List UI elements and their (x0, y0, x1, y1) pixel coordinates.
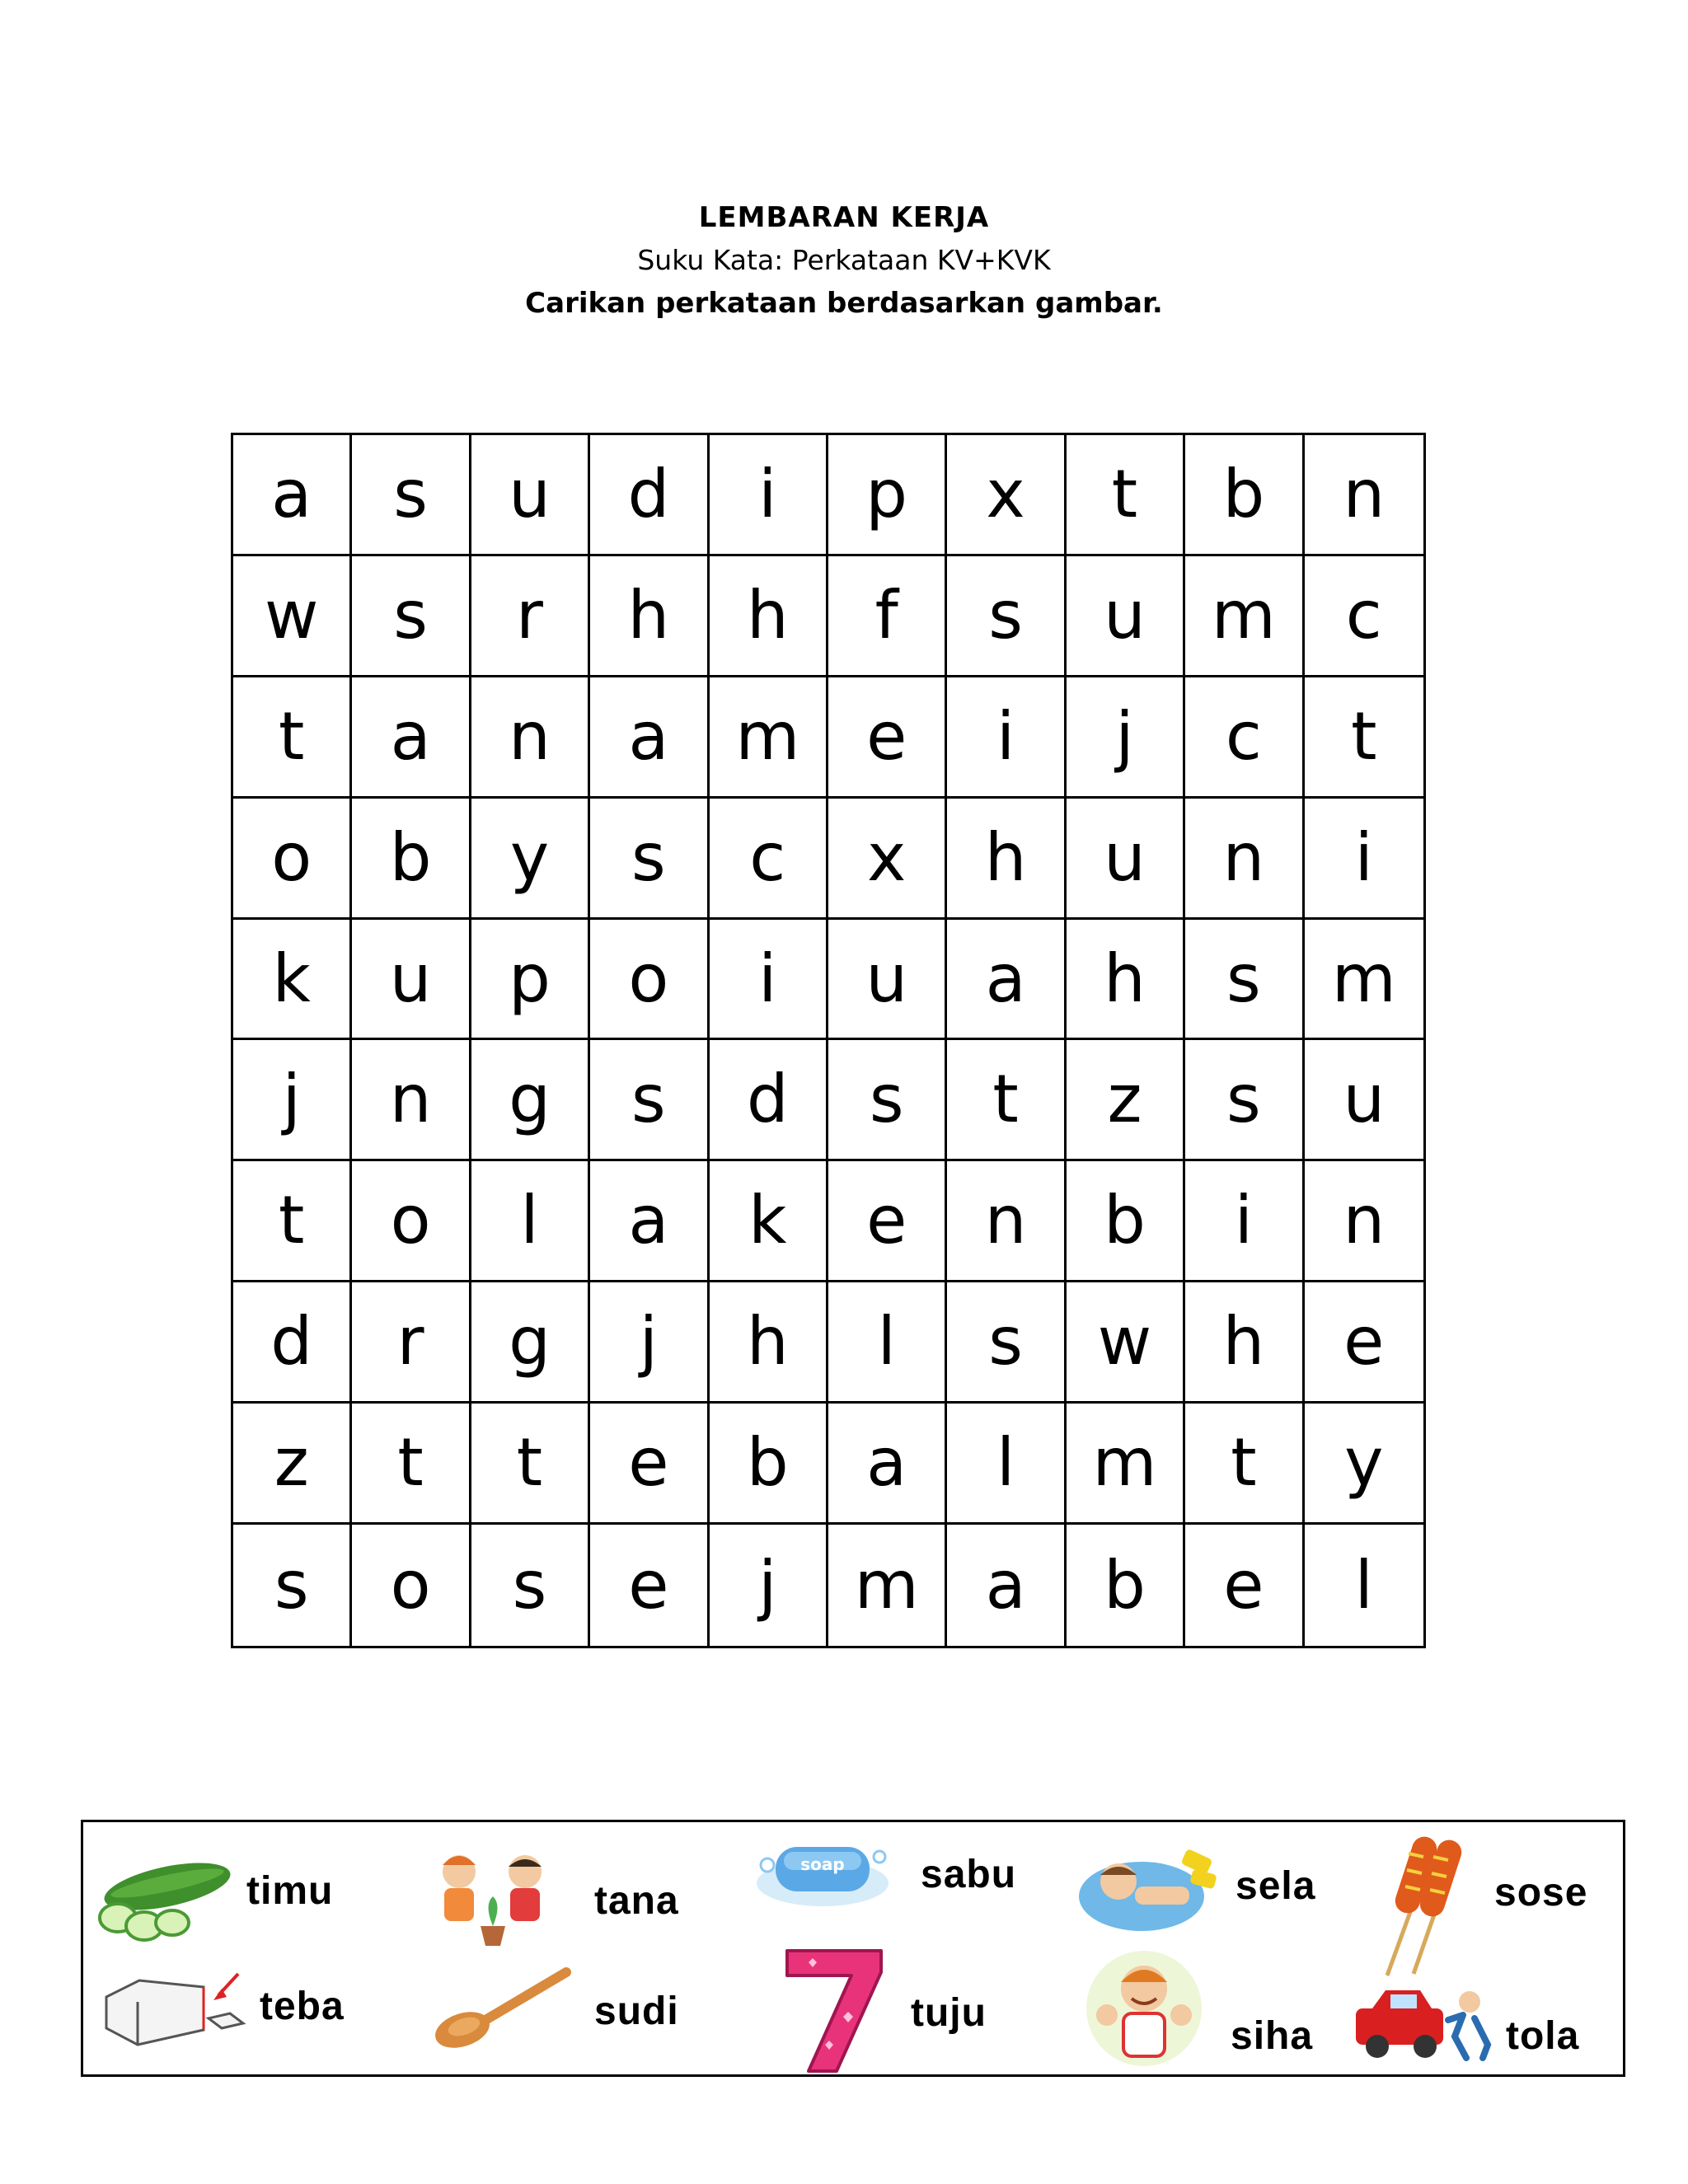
grid-cell-r9-c7[interactable]: l (947, 1404, 1066, 1525)
grid-cell-r4-c5[interactable]: c (710, 799, 828, 920)
grid-cell-r4-c9[interactable]: n (1185, 799, 1304, 920)
grid-cell-r7-c3[interactable]: l (471, 1161, 590, 1282)
grid-cell-r3-c8[interactable]: j (1067, 677, 1185, 799)
grid-cell-r6-c5[interactable]: d (710, 1040, 828, 1161)
grid-cell-r8-c9[interactable]: h (1185, 1282, 1304, 1404)
grid-cell-r7-c8[interactable]: b (1067, 1161, 1185, 1282)
grid-cell-r8-c1[interactable]: d (233, 1282, 352, 1404)
worksheet-title: LEMBARAN KERJA (698, 201, 990, 234)
grid-cell-r9-c1[interactable]: z (233, 1404, 352, 1525)
grid-cell-r4-c7[interactable]: h (947, 799, 1066, 920)
worksheet-instruction: Carikan perkataan berdasarkan gambar. (525, 287, 1163, 320)
grid-cell-r5-c8[interactable]: h (1067, 920, 1185, 1041)
word-sela: sela (1236, 1864, 1316, 1908)
grid-cell-r7-c6[interactable]: e (828, 1161, 947, 1282)
spoon-icon (429, 1961, 578, 2060)
grid-cell-r9-c6[interactable]: a (828, 1404, 947, 1525)
grid-cell-r9-c4[interactable]: e (590, 1404, 709, 1525)
grid-cell-r9-c5[interactable]: b (710, 1404, 828, 1525)
grid-cell-r10-c1[interactable]: s (233, 1525, 352, 1646)
grid-cell-r10-c5[interactable]: j (710, 1525, 828, 1646)
grid-cell-r10-c7[interactable]: a (947, 1525, 1066, 1646)
number-seven-icon (776, 1938, 891, 2076)
grid-cell-r4-c10[interactable]: i (1305, 799, 1423, 920)
grid-cell-r6-c10[interactable]: u (1305, 1040, 1423, 1161)
picture-word-legend (81, 1820, 1625, 2077)
soap-label: soap (800, 1854, 845, 1874)
grid-cell-r8-c8[interactable]: w (1067, 1282, 1185, 1404)
grid-cell-r2-c10[interactable]: c (1305, 556, 1423, 677)
grid-cell-r8-c10[interactable]: e (1305, 1282, 1423, 1404)
grid-cell-r2-c3[interactable]: r (471, 556, 590, 677)
grid-cell-r1-c10[interactable]: n (1305, 435, 1423, 556)
grid-cell-r4-c3[interactable]: y (471, 799, 590, 920)
worksheet-subtitle: Suku Kata: Perkataan KV+KVK (637, 244, 1051, 276)
grid-cell-r4-c8[interactable]: u (1067, 799, 1185, 920)
sausage-icon (1376, 1829, 1483, 1977)
grid-cell-r6-c9[interactable]: s (1185, 1040, 1304, 1161)
healthy-boy-icon (1082, 1946, 1206, 2071)
grid-cell-r9-c10[interactable]: y (1305, 1404, 1423, 1525)
grid-cell-r7-c4[interactable]: a (590, 1161, 709, 1282)
grid-cell-r3-c6[interactable]: e (828, 677, 947, 799)
grid-cell-r3-c9[interactable]: c (1185, 677, 1304, 799)
grid-cell-r10-c6[interactable]: m (828, 1525, 947, 1646)
grid-cell-r3-c2[interactable]: a (352, 677, 471, 799)
grid-cell-r5-c5[interactable]: i (710, 920, 828, 1041)
grid-cell-r2-c8[interactable]: u (1067, 556, 1185, 677)
word-sudi: sudi (594, 1990, 679, 2033)
pushing-car-icon (1351, 1984, 1499, 2063)
grid-cell-r2-c7[interactable]: s (947, 556, 1066, 677)
grid-cell-r3-c10[interactable]: t (1305, 677, 1423, 799)
grid-cell-r9-c9[interactable]: t (1185, 1404, 1304, 1525)
grid-cell-r5-c7[interactable]: a (947, 920, 1066, 1041)
grid-cell-r2-c6[interactable]: f (828, 556, 947, 677)
word-tola: tola (1506, 2014, 1580, 2058)
swimming-boy-icon (1076, 1837, 1221, 1936)
grid-cell-r7-c9[interactable]: i (1185, 1161, 1304, 1282)
grid-cell-r3-c5[interactable]: m (710, 677, 828, 799)
grid-cell-r5-c2[interactable]: u (352, 920, 471, 1041)
grid-cell-r10-c2[interactable]: o (352, 1525, 471, 1646)
grid-cell-r6-c1[interactable]: j (233, 1040, 352, 1161)
grid-cell-r8-c2[interactable]: r (352, 1282, 471, 1404)
grid-cell-r5-c6[interactable]: u (828, 920, 947, 1041)
grid-cell-r10-c10[interactable]: l (1354, 1546, 1373, 1624)
grid-cell-r3-c1[interactable]: t (233, 677, 352, 799)
grid-cell-r1-c8[interactable]: t (1067, 435, 1185, 556)
grid-cell-r8-c4[interactable]: j (590, 1282, 709, 1404)
soap-icon (753, 1832, 893, 1911)
grid-cell-r9-c2[interactable]: t (352, 1404, 471, 1525)
grid-cell-r1-c2[interactable]: s (352, 435, 471, 556)
grid-cell-r4-c2[interactable]: b (352, 799, 471, 920)
grid-cell-r6-c3[interactable]: g (471, 1040, 590, 1161)
word-teba: teba (260, 1985, 345, 2028)
word-siha: siha (1231, 2014, 1314, 2058)
grid-cell-r5-c3[interactable]: p (471, 920, 590, 1041)
grid-cell-r7-c5[interactable]: k (710, 1161, 828, 1282)
grid-cell-r10-c8[interactable]: b (1067, 1525, 1185, 1646)
grid-cell-r5-c10[interactable]: m (1305, 920, 1423, 1041)
grid-cell-r4-c6[interactable]: x (828, 799, 947, 920)
grid-cell-r2-c9[interactable]: m (1185, 556, 1304, 677)
grid-cell-r2-c2[interactable]: s (352, 556, 471, 677)
grid-cell-r2-c5[interactable]: h (710, 556, 828, 677)
grid-cell-r7-c7[interactable]: n (947, 1161, 1066, 1282)
grid-cell-r9-c8[interactable]: m (1067, 1404, 1185, 1525)
cucumber-icon (93, 1852, 235, 1943)
grid-cell-r5-c9[interactable]: s (1185, 920, 1304, 1041)
grid-cell-r2-c1[interactable]: w (233, 556, 352, 677)
grid-cell-r5-c4[interactable]: o (590, 920, 709, 1041)
grid-cell-r6-c6[interactable]: s (828, 1040, 947, 1161)
grid-cell-r1-c7[interactable]: x (947, 435, 1066, 556)
grid-cell-r8-c3[interactable]: g (471, 1282, 590, 1404)
grid-cell-r6-c4[interactable]: s (590, 1040, 709, 1161)
grid-cell-r9-c3[interactable]: t (471, 1404, 590, 1525)
grid-cell-r1-c1[interactable]: a (233, 435, 352, 556)
grid-cell-r1-c6[interactable]: p (828, 435, 947, 556)
grid-cell-r10-c3[interactable]: s (471, 1525, 590, 1646)
word-search-grid (231, 433, 1426, 1648)
grid-cell-r4-c4[interactable]: s (590, 799, 709, 920)
word-sabu: sabu (921, 1853, 1017, 1896)
grid-cell-r3-c4[interactable]: a (590, 677, 709, 799)
grid-cell-r2-c4[interactable]: h (590, 556, 709, 677)
word-tuju: tuju (911, 1991, 987, 2035)
grid-cell-r1-c9[interactable]: b (1185, 435, 1304, 556)
word-sose: sose (1494, 1871, 1588, 1915)
grid-cell-r6-c7[interactable]: t (947, 1040, 1066, 1161)
grid-cell-r1-c5[interactable]: i (710, 435, 828, 556)
grid-cell-r1-c3[interactable]: u (471, 435, 590, 556)
grid-cell-r8-c6[interactable]: l (828, 1282, 947, 1404)
grid-cell-r10-c9[interactable]: e (1185, 1525, 1304, 1646)
grid-cell-r10-c4[interactable]: e (590, 1525, 709, 1646)
grid-cell-r8-c5[interactable]: h (710, 1282, 828, 1404)
grid-cell-r3-c3[interactable]: n (471, 677, 590, 799)
grid-cell-r7-c2[interactable]: o (352, 1161, 471, 1282)
grid-cell-r6-c2[interactable]: n (352, 1040, 471, 1161)
word-timu: timu (246, 1869, 334, 1913)
grid-cell-r8-c7[interactable]: s (947, 1282, 1066, 1404)
grid-cell-r7-c1[interactable]: t (233, 1161, 352, 1282)
grid-cell-r6-c8[interactable]: z (1067, 1040, 1185, 1161)
grid-cell-r1-c4[interactable]: d (590, 435, 709, 556)
grid-cell-r3-c7[interactable]: i (947, 677, 1066, 799)
children-planting-icon (426, 1847, 566, 1954)
grid-cell-r5-c1[interactable]: k (233, 920, 352, 1041)
word-tana: tana (594, 1879, 679, 1923)
grid-cell-r4-c1[interactable]: o (233, 799, 352, 920)
thick-book-icon (98, 1969, 246, 2051)
grid-cell-r7-c10[interactable]: n (1305, 1161, 1423, 1282)
